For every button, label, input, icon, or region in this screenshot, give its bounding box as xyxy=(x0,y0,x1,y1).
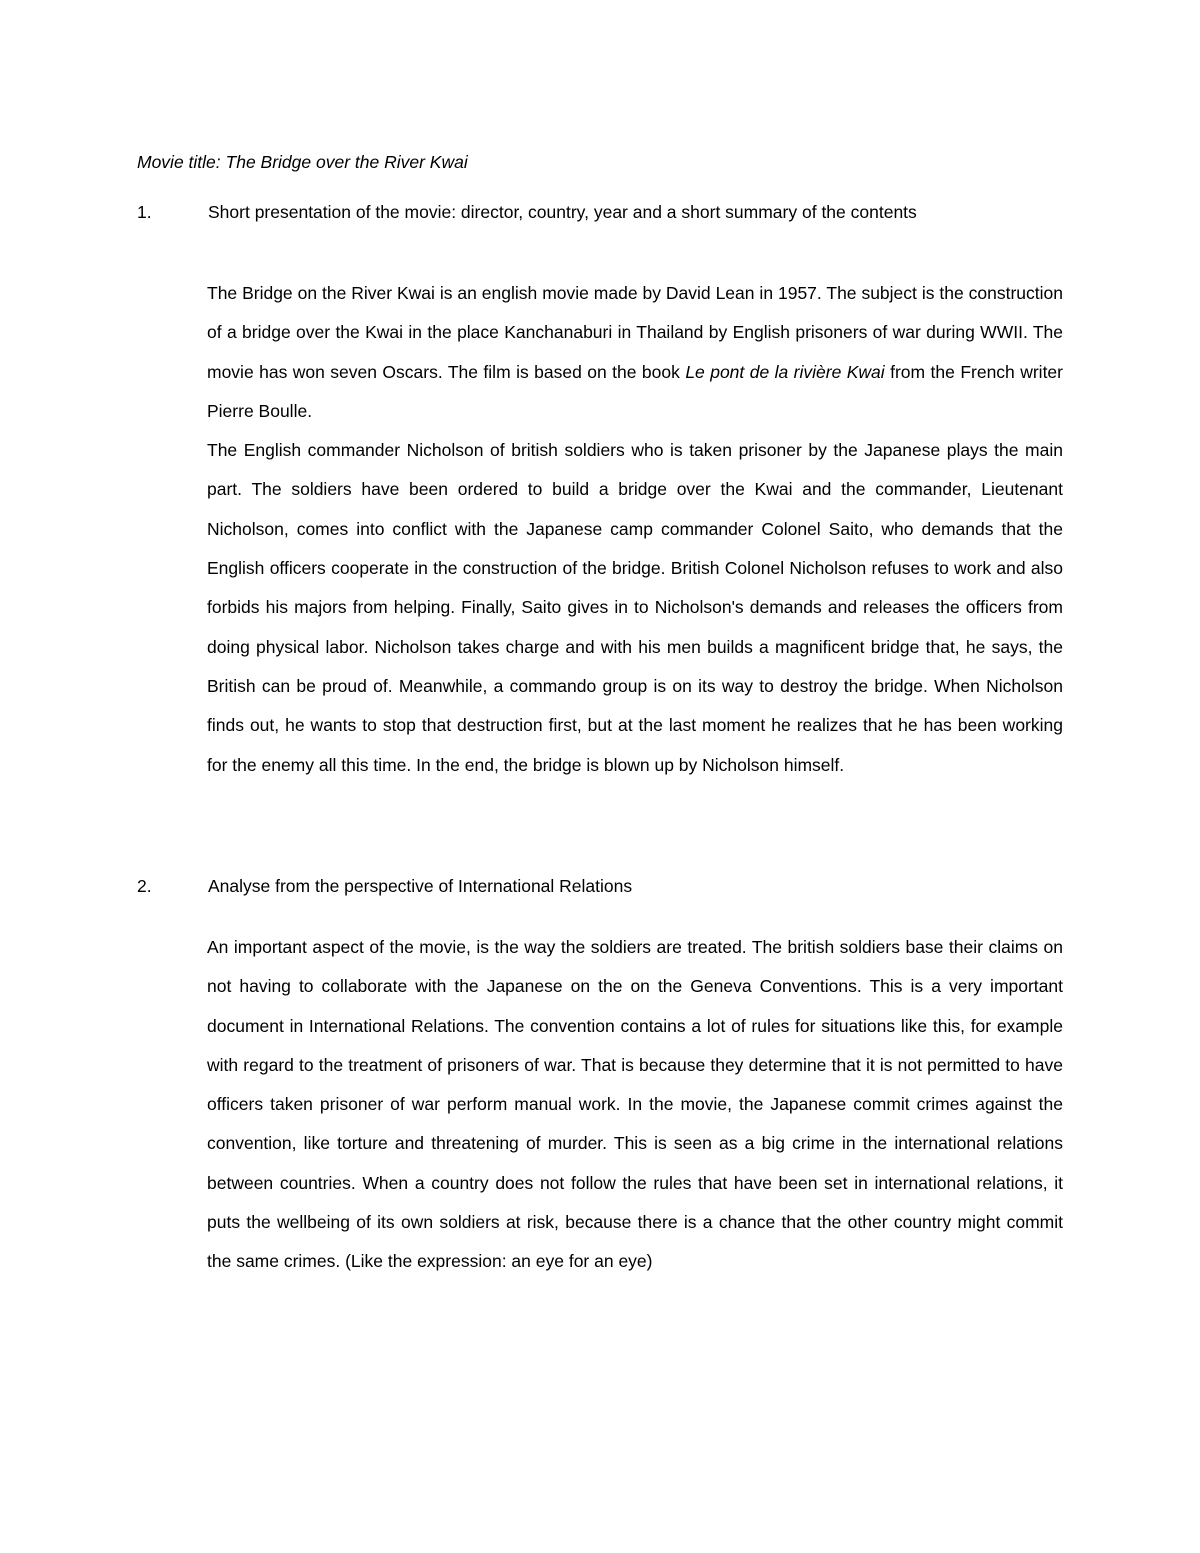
section-1-heading-text: Short presentation of the movie: director, country, year and a short summary of the contents xyxy=(208,202,917,222)
movie-title-label: Movie title: xyxy=(137,152,221,172)
section-2-number: 2. xyxy=(137,876,152,896)
section-1-paragraph-1 xyxy=(207,274,1063,431)
section-2-paragraph-1: An important aspect of the movie, is the way the soldiers are treated. The british soldiers base their claims on not having to collaborate with the Japanese on the on the Geneva Conventions. This is a very important document in International Relations. The convention contains a lot of rules for situations like this, for example with regard to the treatment of prisoners of war. That is because they determine that it is not permitted to have officers taken prisoner of war perform manual work. In the movie, the Japanese commit crimes against the convention, like torture and threatening of murder. This is seen as a big crime in the international relations between countries. When a country does not follow the rules that have been set in international relations, it puts the wellbeing of its own soldiers at risk, because there is a chance that the other country might commit the same crimes. (Like the expression: an eye for an eye) xyxy=(207,937,1063,1272)
section-2-heading xyxy=(137,874,1067,898)
section-1-body xyxy=(207,274,1063,785)
book-title: Le pont de la rivière Kwai xyxy=(685,361,885,382)
movie-title-line xyxy=(137,150,468,174)
section-1-paragraph-2: The English commander Nicholson of british soldiers who is taken prisoner by the Japanese plays the main part. The soldiers have been ordered to build a bridge over the Kwai and the commander, Lieutenant Nicholson, comes into conflict with the Japanese camp commander Colonel Saito, who demands that the English officers cooperate in the construction of the bridge. British Colonel Nicholson refuses to work and also forbids his majors from helping. Finally, Saito gives in to Nicholson's demands and releases the officers from doing physical labor. Nicholson takes charge and with his men builds a magnificent bridge that, he says, the British can be proud of. Meanwhile, a commando group is on its way to destroy the bridge. When Nicholson finds out, he wants to stop that destruction first, but at the last moment he realizes that he has been working for the enemy all this time. In the end, the bridge is blown up by Nicholson himself. xyxy=(207,440,1063,775)
section-1-paragraph-1-text: The Bridge on the River Kwai is an english movie made by David Lean in 1957. The subject is the construction of a bridge over the Kwai in the place Kanchanaburi in Thailand by English prisoners of war during WWII. The movie has won seven Oscars. The film is based on the book xyxy=(207,283,1063,382)
section-2-body xyxy=(207,928,1063,1282)
section-1-paragraph-1-tail: from the French writer Pierre Boulle. xyxy=(207,361,1063,421)
movie-title-value: The Bridge over the River Kwai xyxy=(225,152,468,172)
section-1-heading xyxy=(137,200,1067,224)
section-2-heading-text: Analyse from the perspective of International Relations xyxy=(208,876,633,896)
section-1-number: 1. xyxy=(137,202,152,222)
